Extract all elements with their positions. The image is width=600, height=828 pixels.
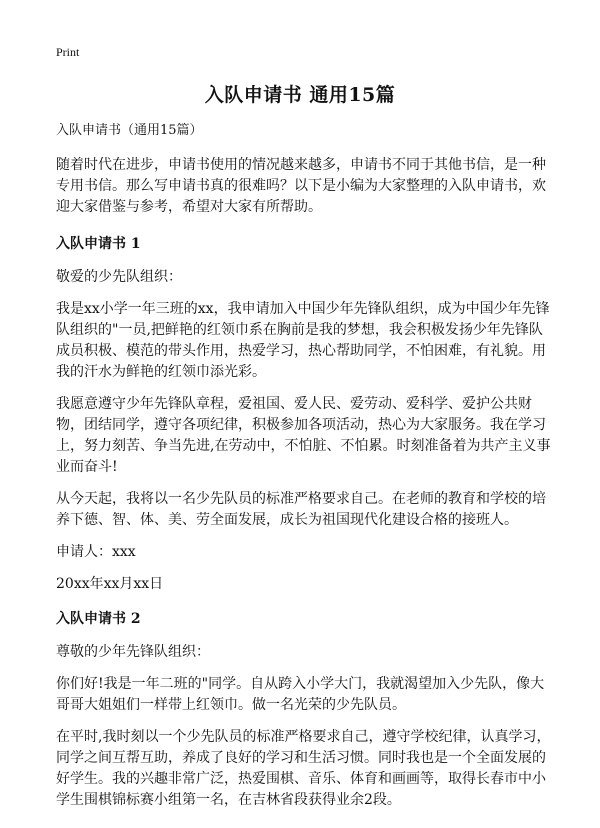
intro-paragraph: 随着时代在进步，申请书使用的情况越来越多，申请书不同于其他书信，是一种专用书信。那么写申请书真的很难吗？以下是小编为大家整理的入队申请书，欢迎大家借鉴与参考，希望对大家有所帮助。 [56, 157, 546, 215]
print-link[interactable]: Print [56, 45, 80, 59]
body-paragraph: 从今天起，我将以一名少先队员的标准严格要求自己。在老师的教育和学校的培养下德、智、体、美、劳全面发展，成长为祖国现代化建设合格的接班人。 [56, 491, 546, 528]
salutation: 尊敬的少年先锋队组织： [56, 644, 210, 660]
signature-line: 申请人：xxx [56, 544, 136, 560]
body-paragraph: 我是xx小学一年三班的xx，我申请加入中国少年先锋队组织，成为中国少年先锋队组织的"一员,把鲜艳的红领巾系在胸前是我的梦想，我会积极发扬少年先锋队成员积极、模范的带头作用，热爱学习，热心帮助同学，不怕困难，有礼貌。用我的汗水为鲜艳的红领巾添光彩。 [56, 301, 550, 380]
section-heading: 入队申请书 1 [56, 236, 141, 252]
article-subtitle: 入队申请书（通用15篇） [56, 123, 203, 138]
date-line: 20xx年xx月xx日 [56, 576, 164, 592]
body-paragraph: 我愿意遵守少年先锋队章程，爱祖国、爱人民、爱劳动、爱科学、爱护公共财物，团结同学，遵守各项纪律，积极参加各项活动，热心为大家服务。我在学习上，努力刻苦、争当先进,在劳动中，不怕脏、不怕累。时刻准备着为共产主义事业而奋斗! [56, 396, 551, 475]
body-paragraph: 在平时,我时刻以一个少先队员的标准严格要求自己，遵守学校纪律，认真学习，同学之间互帮互助，养成了良好的学习和生活习惯。同时我也是一个全面发展的好学生。我的兴趣非常广泛，热爱围棋、音乐、体育和画画等，取得长春市中小学生围棋锦标赛小组第一名，在吉林省段获得业余2段。 [56, 729, 551, 808]
body-paragraph: 你们好!我是一年二班的"同学。自从跨入小学大门，我就渴望加入少先队，像大哥哥大姐姐们一样带上红领巾。做一名光荣的少先队员。 [56, 676, 545, 713]
salutation: 敬爱的少先队组织： [56, 269, 182, 285]
section-heading: 入队申请书 2 [56, 611, 141, 627]
page-title: 入队申请书 通用15篇 [204, 84, 396, 106]
article-body [56, 122, 552, 822]
